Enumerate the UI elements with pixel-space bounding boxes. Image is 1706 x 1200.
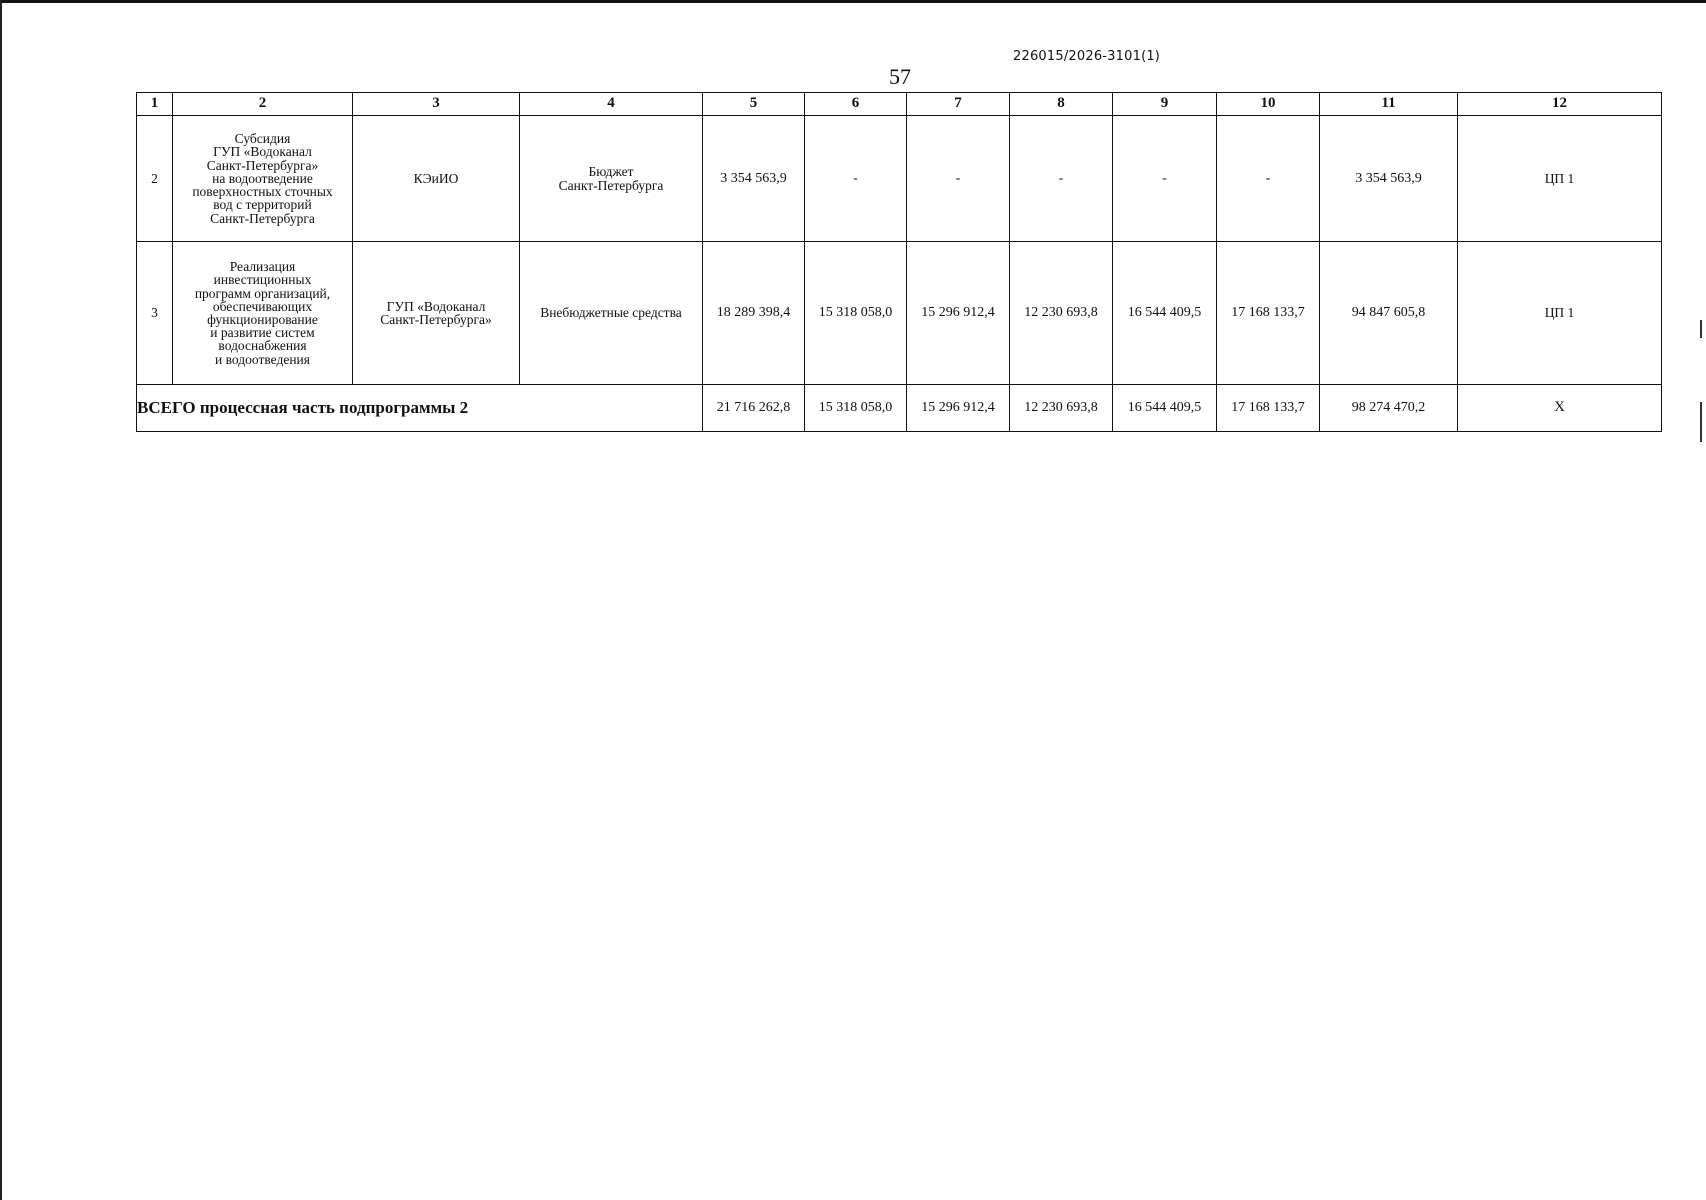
amount-cell: 17 168 133,7: [1217, 242, 1320, 385]
financing-table: [136, 92, 1662, 432]
column-header: 10: [1217, 93, 1320, 116]
amount-cell: -: [1010, 116, 1113, 242]
column-header: 1: [137, 93, 173, 116]
column-header: 2: [173, 93, 353, 116]
activity-name: Субсидия ГУП «Водоканал Санкт-Петербурга» на водоотведение поверхностных сточных вод с территорий Санкт-Петербурга: [173, 116, 353, 242]
amount-cell: -: [1113, 116, 1217, 242]
funding-source: Бюджет Санкт-Петербурга: [520, 116, 703, 242]
scan-edge-left: [0, 0, 2, 1200]
column-header: 6: [805, 93, 907, 116]
amount-cell: -: [907, 116, 1010, 242]
table-header-row: [137, 93, 1662, 116]
total-amount-cell: 15 296 912,4: [907, 385, 1010, 432]
program-code: ЦП 1: [1458, 242, 1662, 385]
total-amount-cell: 12 230 693,8: [1010, 385, 1113, 432]
executor: КЭиИО: [353, 116, 520, 242]
amount-cell: 3 354 563,9: [703, 116, 805, 242]
amount-cell: 15 318 058,0: [805, 242, 907, 385]
total-program-code: X: [1458, 385, 1662, 432]
total-label: ВСЕГО процессная часть подпрограммы 2: [137, 385, 703, 432]
column-header: 5: [703, 93, 805, 116]
row-number: 3: [137, 242, 173, 385]
activity-name: Реализация инвестиционных программ организаций, обеспечивающих функционирование и развитие систем водоснабжения и водоотведения: [173, 242, 353, 385]
column-header: 11: [1320, 93, 1458, 116]
total-amount-cell: 16 544 409,5: [1113, 385, 1217, 432]
total-amount-cell: 17 168 133,7: [1217, 385, 1320, 432]
amount-cell: 16 544 409,5: [1113, 242, 1217, 385]
program-code: ЦП 1: [1458, 116, 1662, 242]
total-amount-cell: 15 318 058,0: [805, 385, 907, 432]
table-row: [137, 242, 1662, 385]
amount-total-cell: 94 847 605,8: [1320, 242, 1458, 385]
amount-cell: 18 289 398,4: [703, 242, 805, 385]
column-header: 3: [353, 93, 520, 116]
amount-cell: -: [1217, 116, 1320, 242]
amount-cell: 12 230 693,8: [1010, 242, 1113, 385]
scan-mark: [1700, 402, 1702, 442]
table-row: [137, 116, 1662, 242]
table-total-row: [137, 385, 1662, 432]
grand-total-cell: 98 274 470,2: [1320, 385, 1458, 432]
amount-cell: -: [805, 116, 907, 242]
total-amount-cell: 21 716 262,8: [703, 385, 805, 432]
funding-source: Внебюджетные средства: [520, 242, 703, 385]
scan-edge-top: [0, 0, 1706, 3]
column-header: 4: [520, 93, 703, 116]
scan-mark: [1700, 320, 1702, 338]
executor: ГУП «Водоканал Санкт-Петербурга»: [353, 242, 520, 385]
column-header: 12: [1458, 93, 1662, 116]
page-number: 57: [889, 64, 911, 89]
column-header: 9: [1113, 93, 1217, 116]
document-id: 226015/2026-3101(1): [1013, 49, 1161, 64]
column-header: 7: [907, 93, 1010, 116]
amount-total-cell: 3 354 563,9: [1320, 116, 1458, 242]
row-number: 2: [137, 116, 173, 242]
column-header: 8: [1010, 93, 1113, 116]
amount-cell: 15 296 912,4: [907, 242, 1010, 385]
